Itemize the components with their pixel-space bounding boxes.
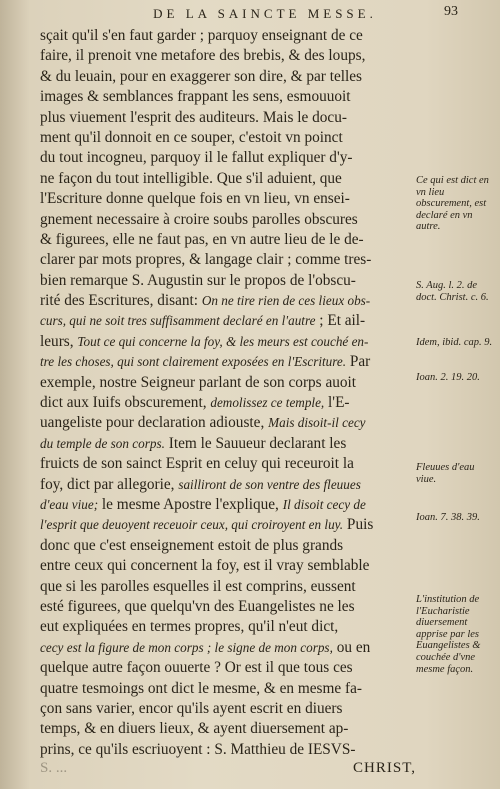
italic-run: Tout ce qui concerne la foy, & les meurs est couché en- bbox=[77, 333, 369, 349]
text-run: sçait qu'il s'en faut garder ; parquoy enseignant de ce bbox=[40, 27, 363, 44]
text-line bbox=[40, 577, 416, 597]
text-run: prins, ce qu'ils escriuoyent : S. Matthieu de IESVS- bbox=[40, 740, 356, 758]
text-line bbox=[40, 597, 416, 617]
text-line bbox=[40, 699, 416, 719]
text-line bbox=[40, 719, 416, 739]
text-run: leurs, bbox=[40, 332, 78, 350]
text-line bbox=[40, 495, 416, 515]
text-line bbox=[40, 352, 416, 372]
text-line bbox=[40, 148, 416, 168]
text-run: l'E- bbox=[324, 394, 350, 412]
italic-run: l'esprit que deuoyent receuoir ceux, qui croiroyent en luy. bbox=[40, 517, 344, 533]
text-run: quelque autre façon ouuerte ? Or est il que tous ces bbox=[40, 659, 353, 677]
text-run: Item le Sauueur declarant les bbox=[164, 434, 347, 452]
text-run: eut expliquées en termes propres, qu'il n'eut dict, bbox=[40, 618, 339, 636]
text-line bbox=[40, 373, 416, 393]
text-line bbox=[40, 515, 416, 535]
text-line bbox=[40, 393, 416, 413]
italic-run: d'eau viue; bbox=[40, 496, 99, 512]
margin-note: Idem, ibid. cap. 9. bbox=[416, 337, 493, 348]
text-run: Par bbox=[346, 353, 371, 371]
text-line bbox=[40, 658, 416, 678]
text-run: ; Et ail- bbox=[315, 312, 366, 330]
text-run: bien remarque S. Augustin sur le propos de l'obscu- bbox=[40, 271, 356, 289]
italic-run: du temple de son corps. bbox=[40, 435, 165, 451]
text-line bbox=[40, 454, 416, 474]
italic-run: Mais disoit-il cecy bbox=[268, 415, 366, 431]
text-run: que si les parolles esquelles il est comprins, eussent bbox=[40, 577, 356, 595]
text-run: esté figurees, que quelqu'vn des Euangelistes ne les bbox=[40, 597, 355, 615]
italic-run: tre les choses, qui sont clairement exposées en l'Escriture. bbox=[40, 354, 347, 370]
text-run: gnement necessaire à croire soubs parolles obscures bbox=[40, 210, 358, 228]
text-line bbox=[40, 679, 416, 699]
text-run: ment qu'il donnoit en ce souper, c'estoit vn poinct bbox=[40, 128, 343, 146]
text-run: faire, il prenoit vne metafore des brebis, & des loups, bbox=[40, 47, 366, 65]
signature-mark: S. ... bbox=[40, 760, 68, 776]
margin-note: Fleuues d'eau viue. bbox=[416, 462, 475, 485]
text-run: du tout incogneu, parquoy il le fallut expliquer d'y- bbox=[40, 149, 353, 167]
text-run: exemple, nostre Seigneur parlant de son corps auoit bbox=[40, 373, 357, 391]
text-line bbox=[40, 128, 416, 148]
margin-note: Ioan. 2. 19. 20. bbox=[416, 372, 480, 383]
text-line bbox=[40, 475, 416, 495]
text-line bbox=[40, 434, 416, 454]
italic-run: sailliront de son ventre des fleuues bbox=[178, 476, 361, 492]
margin-note: Ce qui est dict en vn lieu obscurement, est declaré en vn autre. bbox=[416, 175, 489, 233]
text-run: & figurees, elle ne faut pas, en vn autre lieu de le de- bbox=[40, 230, 364, 248]
text-line bbox=[40, 46, 416, 66]
text-line bbox=[40, 230, 416, 250]
text-run: temps, & en diuers lieux, & ayent diuersement ap- bbox=[40, 720, 349, 738]
page-number: 93 bbox=[444, 4, 458, 19]
text-line bbox=[40, 311, 416, 331]
text-run: dict aux Iuifs obscurement, bbox=[40, 394, 211, 412]
text-line bbox=[40, 189, 416, 209]
text-line bbox=[40, 332, 416, 352]
text-run: donc que c'est enseignement estoit de plus grands bbox=[40, 536, 344, 554]
text-line bbox=[40, 556, 416, 576]
text-line bbox=[40, 169, 416, 189]
text-line bbox=[40, 413, 416, 433]
margin-note: Ioan. 7. 38. 39. bbox=[416, 512, 480, 523]
text-run: quatre tesmoings ont dict le mesme, & en mesme fa- bbox=[40, 679, 362, 697]
text-run: fruicts de son sainct Esprit en celuy qui receuroit la bbox=[40, 455, 354, 473]
catchword: CHRIST, bbox=[353, 760, 416, 776]
running-head: DE LA SAINCTE MESSE. bbox=[153, 6, 377, 21]
margin-note: L'institution de l'Eucharistie diuersement apprise par les Euangelistes & couchée d'vne mesme façon. bbox=[416, 594, 481, 675]
italic-run: On ne tire rien de ces lieux obs- bbox=[201, 293, 371, 309]
text-run: rité des Escritures, disant: bbox=[40, 292, 202, 310]
text-line bbox=[40, 271, 416, 291]
text-run: & du leuain, pour en exaggerer son dire, & par telles bbox=[40, 67, 362, 85]
text-run: plus viuement l'esprit des auditeurs. Mais le docu- bbox=[40, 108, 347, 126]
text-line bbox=[40, 87, 416, 107]
italic-run: curs, qui ne soit tres suffisamment declaré en l'autre bbox=[40, 313, 316, 329]
margin-note: S. Aug. l. 2. de doct. Christ. c. 6. bbox=[416, 280, 489, 303]
text-line bbox=[40, 638, 416, 658]
text-run: images & semblances frappant les sens, esmouuoit bbox=[40, 88, 351, 106]
text-line bbox=[40, 26, 416, 46]
text-line bbox=[40, 250, 416, 270]
text-run: clarer par mots propres, & langage clair ; comme tres- bbox=[40, 251, 372, 269]
text-run: l'Escriture donne quelque fois en vn lieu, vn ensei- bbox=[40, 190, 350, 208]
text-run: foy, dict par allegorie, bbox=[40, 475, 179, 493]
text-line bbox=[40, 108, 416, 128]
text-line bbox=[40, 740, 416, 760]
text-line bbox=[40, 291, 416, 311]
text-run: uangeliste pour declaration adiouste, bbox=[40, 414, 269, 432]
text-line bbox=[40, 617, 416, 637]
italic-run: cecy est la figure de mon corps ; le signe de mon corps, bbox=[40, 639, 333, 655]
text-run: le mesme Apostre l'explique, bbox=[98, 495, 283, 513]
text-line bbox=[40, 67, 416, 87]
italic-run: demolissez ce temple, bbox=[210, 395, 325, 411]
text-run: ou en bbox=[332, 638, 371, 656]
text-run: çon sans varier, encor qu'ils ayent escrit en diuers bbox=[40, 699, 343, 717]
italic-run: Il disoit cecy de bbox=[282, 496, 366, 512]
text-line bbox=[40, 536, 416, 556]
text-run: ne façon du tout intelligible. Que s'il aduient, que bbox=[40, 169, 342, 187]
text-run: entre ceux qui concernent la foy, est il vray semblable bbox=[40, 557, 370, 575]
text-run: Puis bbox=[343, 516, 374, 534]
body-text bbox=[40, 26, 416, 760]
text-line bbox=[40, 210, 416, 230]
